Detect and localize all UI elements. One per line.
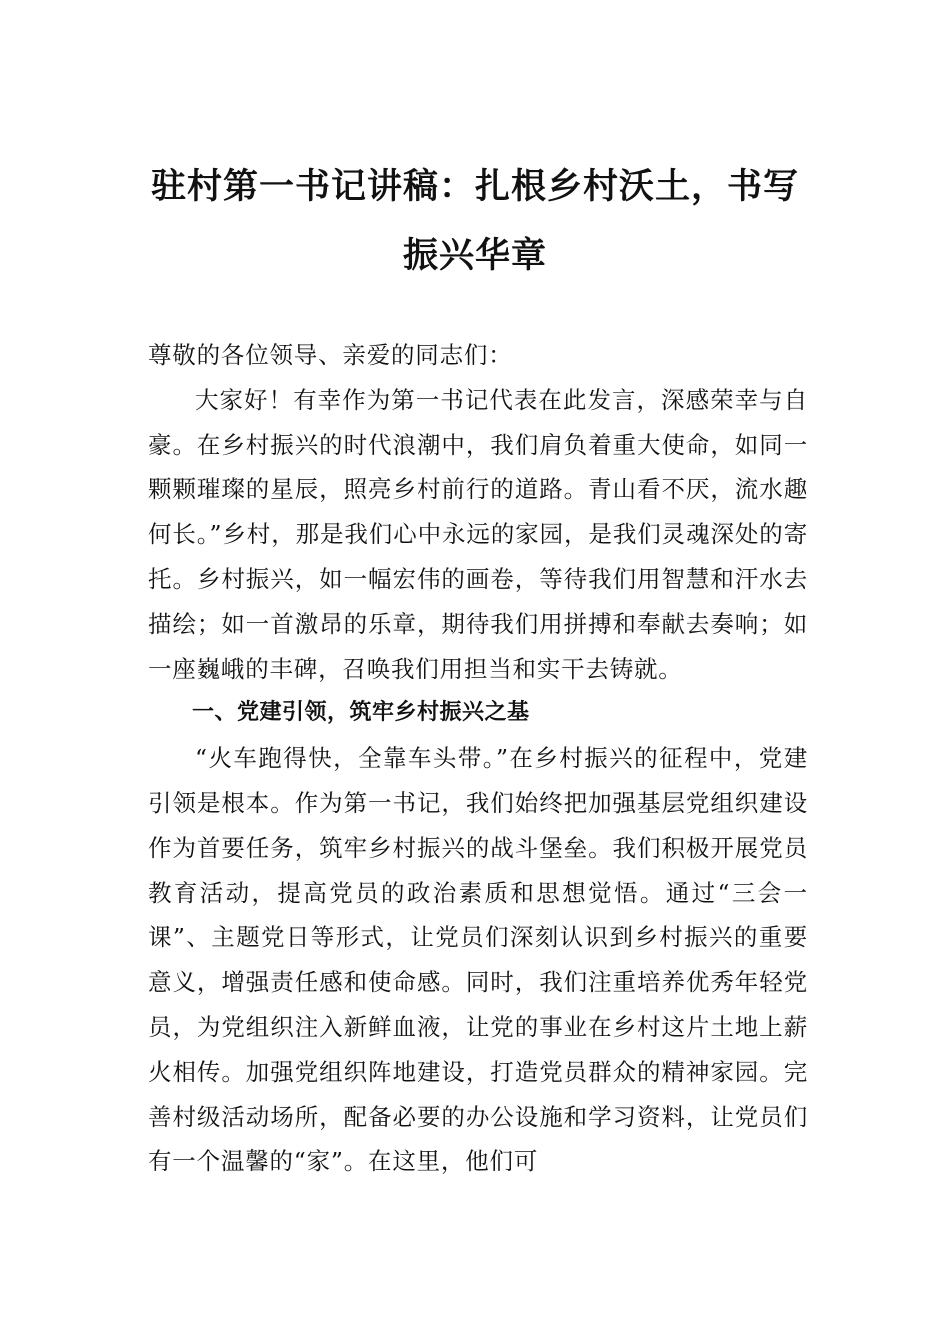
document-title: 驻村第一书记讲稿：扎根乡村沃土，书写振兴华章 bbox=[150, 166, 799, 276]
section-heading: 一、党建引领，筑牢乡村振兴之基 bbox=[192, 700, 530, 726]
section-paragraph: “火车跑得快，全靠车头带。”在乡村振兴的征程中，党建引领是根本。作为第一书记，我们始终把加强基层党组织建设作为首要任务，筑牢乡村振兴的战斗堡垒。我们积极开展党员教育活动，提高党员的政治素质和思想觉悟。通过“三会一课”、主题党日等形式，让党员们深刻认识到乡村振兴的重要意义，增强责任感和使命感。同时，我们注重培养优秀年轻党员，为党组织注入新鲜血液，让党的事业在乡村这片土地上薪火相传。加强党组织阵地建设，打造党员群众的精神家园。完善村级活动场所，配备必要的办公设施和学习资料，让党员们有一个温馨的“家”。在这里，他们可 bbox=[148, 744, 808, 1176]
opening-paragraph: 大家好！有幸作为第一书记代表在此发言，深感荣幸与自豪。在乡村振兴的时代浪潮中，我们肩负着重大使命，如同一颗颗璀璨的星辰，照亮乡村前行的道路。青山看不厌，流水趣何长。”乡村，那是我们心中永远的家园，是我们灵魂深处的寄托。乡村振兴，如一幅宏伟的画卷，等待我们用智慧和汗水去描绘；如一首激昂的乐章，期待我们用拼搏和奉献去奏响；如一座巍峨的丰碑，召唤我们用担当和实干去铸就。 bbox=[148, 385, 808, 683]
salutation: 尊敬的各位领导、亲爱的同志们： bbox=[148, 341, 513, 369]
document-body bbox=[148, 333, 808, 1184]
